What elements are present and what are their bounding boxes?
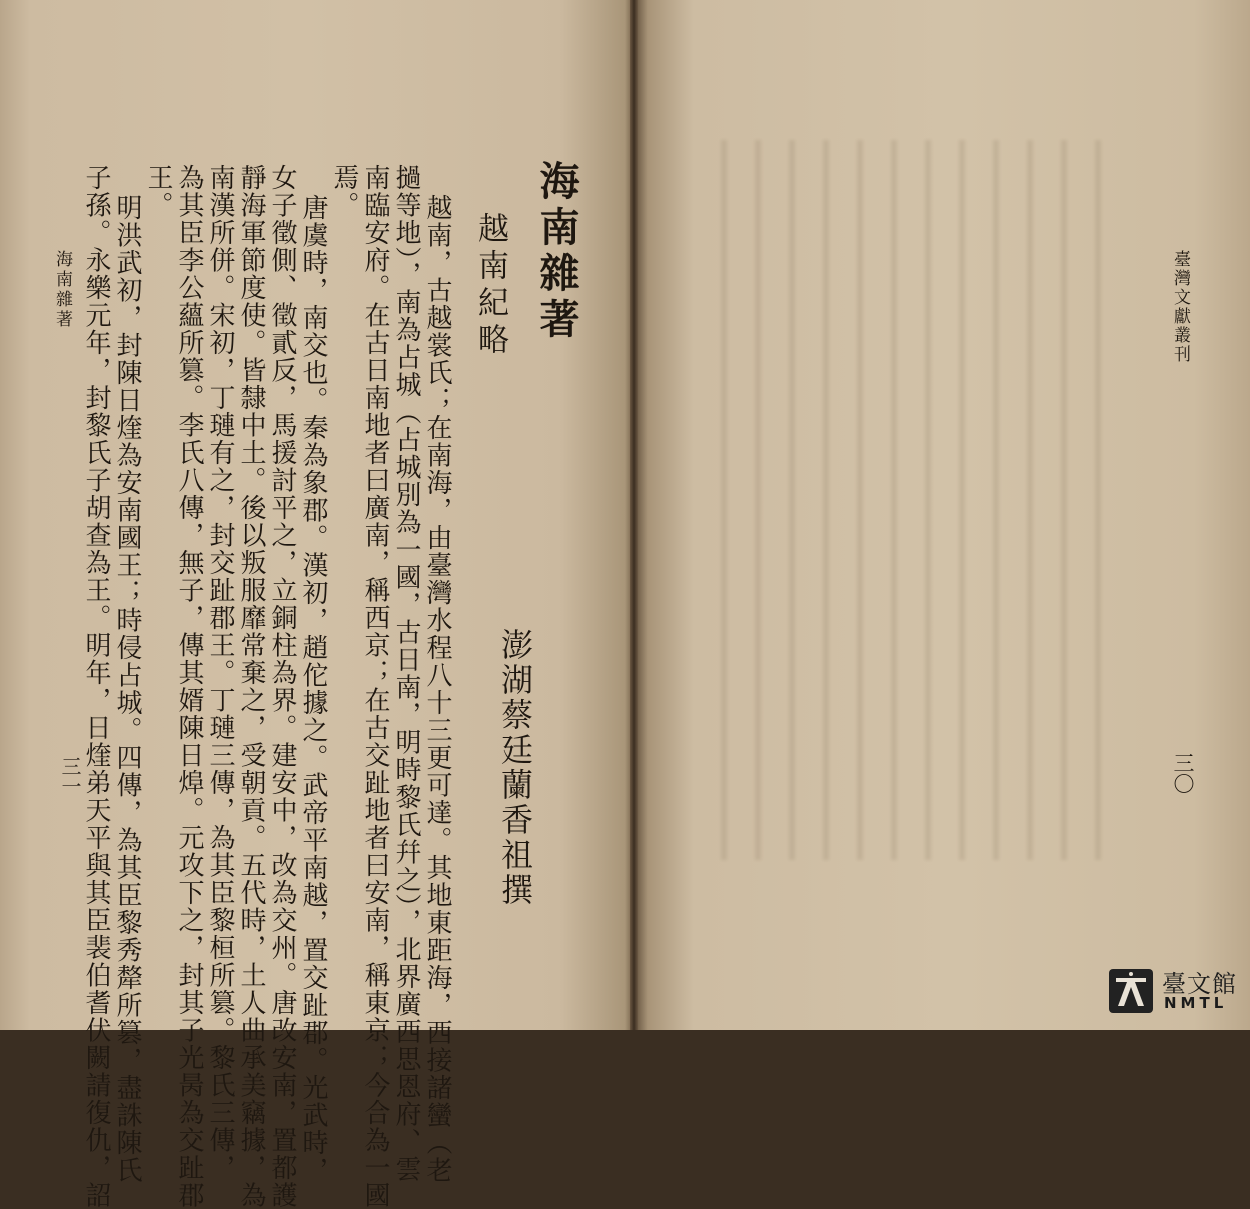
running-head: 臺灣文獻叢刊 (1170, 250, 1190, 364)
text-line: 南臨安府。在古日南地者曰廣南，稱西京；在古交趾地者曰安南，稱東京；今合為一國 (360, 164, 390, 1209)
page-number: 三〇 (1171, 752, 1195, 794)
page-number: 三一 (58, 756, 82, 796)
text-line: 焉。 (329, 164, 359, 219)
watermark-chinese: 臺文館 (1162, 970, 1237, 998)
nmtl-logo-icon (1108, 968, 1154, 1014)
show-through-text (700, 140, 1120, 860)
book-gutter (630, 0, 638, 1030)
book-title: 海南雜著 (533, 160, 580, 344)
section-title: 越南紀略 (472, 212, 508, 360)
text-line: 王。 (143, 164, 173, 219)
text-line: 越南，古越裳氏；在南海，由臺灣水程八十三更可達。其地東距海，西接諸蠻（老 (422, 194, 452, 1184)
text-line: 靜海軍節度使。皆隸中土。後以叛服靡常棄之，受朝貢。五代時，土人曲承美竊據，為 (236, 164, 266, 1209)
watermark-english: NMTL (1164, 994, 1228, 1012)
text-line: 南漢所併。宋初，丁璉有之，封交趾郡王。丁璉三傳，為其臣黎桓所篡。黎氏三傳， (205, 164, 235, 1182)
nmtl-watermark (1108, 964, 1238, 1018)
text-line: 撾等地），南為占城（占城別為一國，古日南，明時黎氏幷之），北界廣西思恩府、雲 (391, 164, 421, 1183)
text-line: 女子徵側、徵貳反，馬援討平之，立銅柱為界。建安中，改為交州。唐改安南，置都護 (267, 164, 297, 1209)
text-line: 唐虞時，南交也。秦為象郡。漢初，趙佗據之。武帝平南越，置交趾郡。光武時， (298, 194, 328, 1184)
text-line: 為其臣李公蘊所篡。李氏八傳，無子，傳其婿陳日㷆。元攻下之，封其子光昺為交趾郡 (174, 164, 204, 1209)
author-line: 澎湖蔡廷蘭香祖撰 (496, 628, 534, 908)
running-head: 海南雜著 (52, 250, 72, 330)
text-line: 明洪武初，封陳日煃為安南國王；時侵占城。四傳，為其臣黎秀犛所篡，盡誅陳氏 (112, 194, 142, 1184)
text-line: 子孫。永樂元年，封黎氏子胡查為王。明年，日煃弟天平與其臣裴伯耆伏闕請復仇，詔 (81, 164, 111, 1209)
